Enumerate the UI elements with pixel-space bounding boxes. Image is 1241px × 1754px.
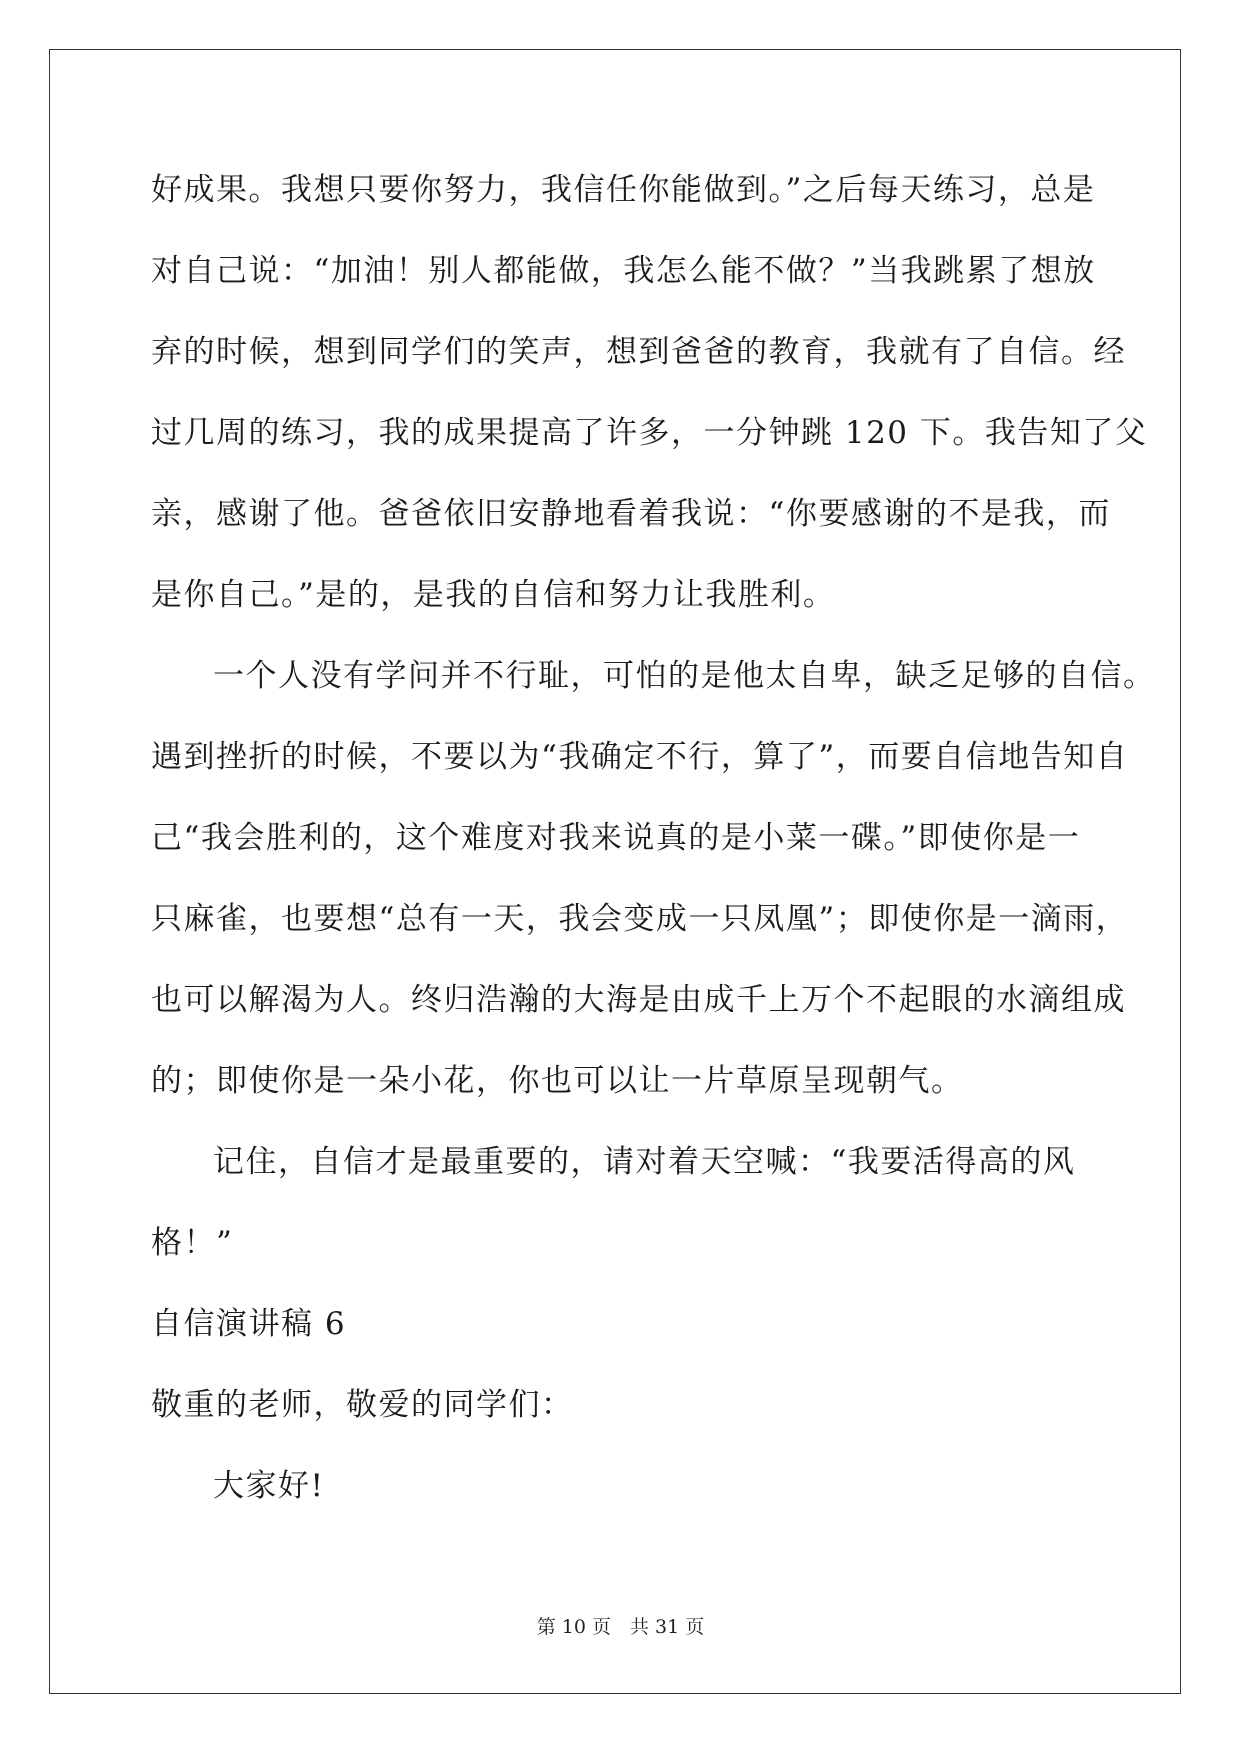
paragraph-line: 亲，感谢了他。爸爸依旧安静地看着我说：“你要感谢的不是我，而 (151, 496, 1111, 532)
paragraph-line: 只麻雀，也要想“总有一天，我会变成一只凤凰”；即使你是一滴雨， (151, 901, 1129, 937)
paragraph-line: 好成果。我想只要你努力，我信任你能做到。”之后每天练习，总是 (151, 172, 1096, 208)
section-heading: 自信演讲稿 6 (151, 1306, 347, 1342)
paragraph-line: 格！” (151, 1225, 234, 1261)
paragraph-line: 也可以解渴为人。终归浩瀚的大海是由成千上万个不起眼的水滴组成 (151, 982, 1126, 1018)
greeting-line: 大家好! (213, 1468, 325, 1504)
paragraph-line: 弃的时候，想到同学们的笑声，想到爸爸的教育，我就有了自信。经 (151, 334, 1126, 370)
page-number-footer: 第 10 页 共 31 页 (536, 1616, 705, 1638)
paragraph-line: 是你自己。”是的，是我的自信和努力让我胜利。 (151, 577, 836, 613)
paragraph-line: 一个人没有学问并不行耻，可怕的是他太自卑，缺乏足够的自信。 (213, 658, 1156, 694)
paragraph-line: 记住，自信才是最重要的，请对着天空喊：“我要活得高的风 (213, 1144, 1076, 1180)
paragraph-line: 己“我会胜利的，这个难度对我来说真的是小菜一碟。”即使你是一 (151, 820, 1081, 856)
paragraph-line: 对自己说：“加油！别人都能做，我怎么能不做？”当我跳累了想放 (151, 253, 1096, 289)
document-body (151, 158, 1156, 1535)
paragraph-line: 的；即使你是一朵小花，你也可以让一片草原呈现朝气。 (151, 1063, 964, 1099)
paragraph-line: 过几周的练习，我的成果提高了许多，一分钟跳 120 下。我告知了父 (151, 415, 1148, 451)
paragraph-line: 遇到挫折的时候，不要以为“我确定不行，算了”，而要自信地告知自 (151, 739, 1129, 775)
salutation-line: 敬重的老师，敬爱的同学们： (151, 1387, 574, 1423)
